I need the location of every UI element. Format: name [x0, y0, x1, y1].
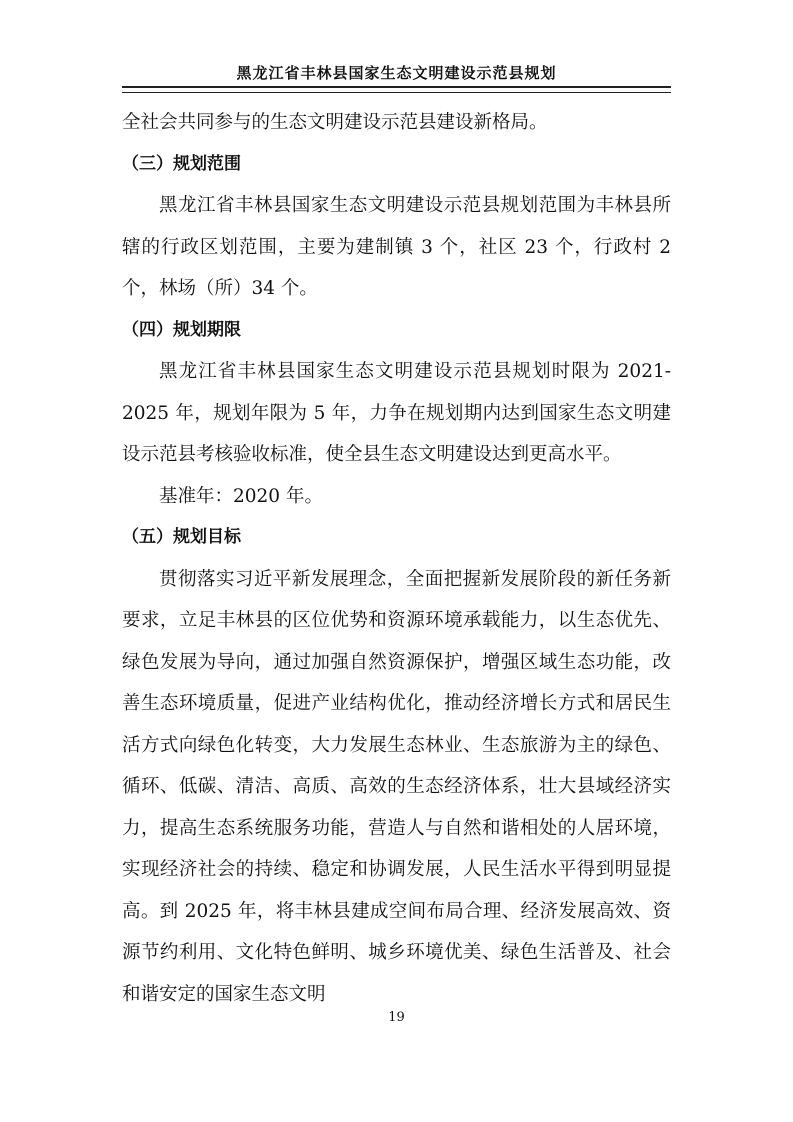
paragraph-scope: 黑龙江省丰林县国家生态文明建设示范县规划范围为丰林县所辖的行政区划范围，主要为建制镇 3 个，社区 23 个，行政村 2 个，林场（所）34 个。 — [122, 195, 671, 299]
paragraph-period: 黑龙江省丰林县国家生态文明建设示范县规划时限为 2021-2025 年，规划年限为 5 年，力争在规划期内达到国家生态文明建设示范县考核验收标准，使全县生态文明建设达到更高水平。 — [122, 361, 671, 465]
running-header-title: 黑龙江省丰林县国家生态文明建设示范县规划 — [236, 64, 557, 82]
page-number: 19 — [388, 1010, 405, 1025]
body-text — [122, 102, 671, 1015]
section-heading-period: （四）规划期限 — [122, 319, 241, 340]
paragraph-continuation: 全社会共同参与的生态文明建设示范县建设新格局。 — [122, 112, 548, 133]
paragraph-base-year: 基准年：2020 年。 — [159, 485, 323, 507]
header-rule-thin — [122, 92, 671, 93]
section-heading-scope: （三）规划范围 — [122, 153, 241, 174]
header-rule-thick — [122, 86, 671, 88]
paragraph-goals: 贯彻落实习近平新发展理念，全面把握新发展阶段的新任务新要求，立足丰林县的区位优势和资源环境承载能力，以生态优先、绿色发展为导向，通过加强自然资源保护，增强区域生态功能，改善生态环境质量，促进产业结构优化，推动经济增长方式和居民生活方式向绿色化转变，大力发展生态林业、生态旅游为主的绿色、循环、低碳、清洁、高质、高效的生态经济体系，壮大县域经济实力，提高生态系统服务功能，营造人与自然和谐相处的人居环境，实现经济社会的持续、稳定和协调发展，人民生活水平得到明显提高。到 2025 年，将丰林县建成空间布局合理、经济发展高效、资源节约利用、文化特色鲜明、城乡环境优美、绿色生活普及、社会和谐安定的国家生态文明 — [122, 568, 671, 1005]
section-heading-goals: （五）规划目标 — [122, 527, 241, 547]
